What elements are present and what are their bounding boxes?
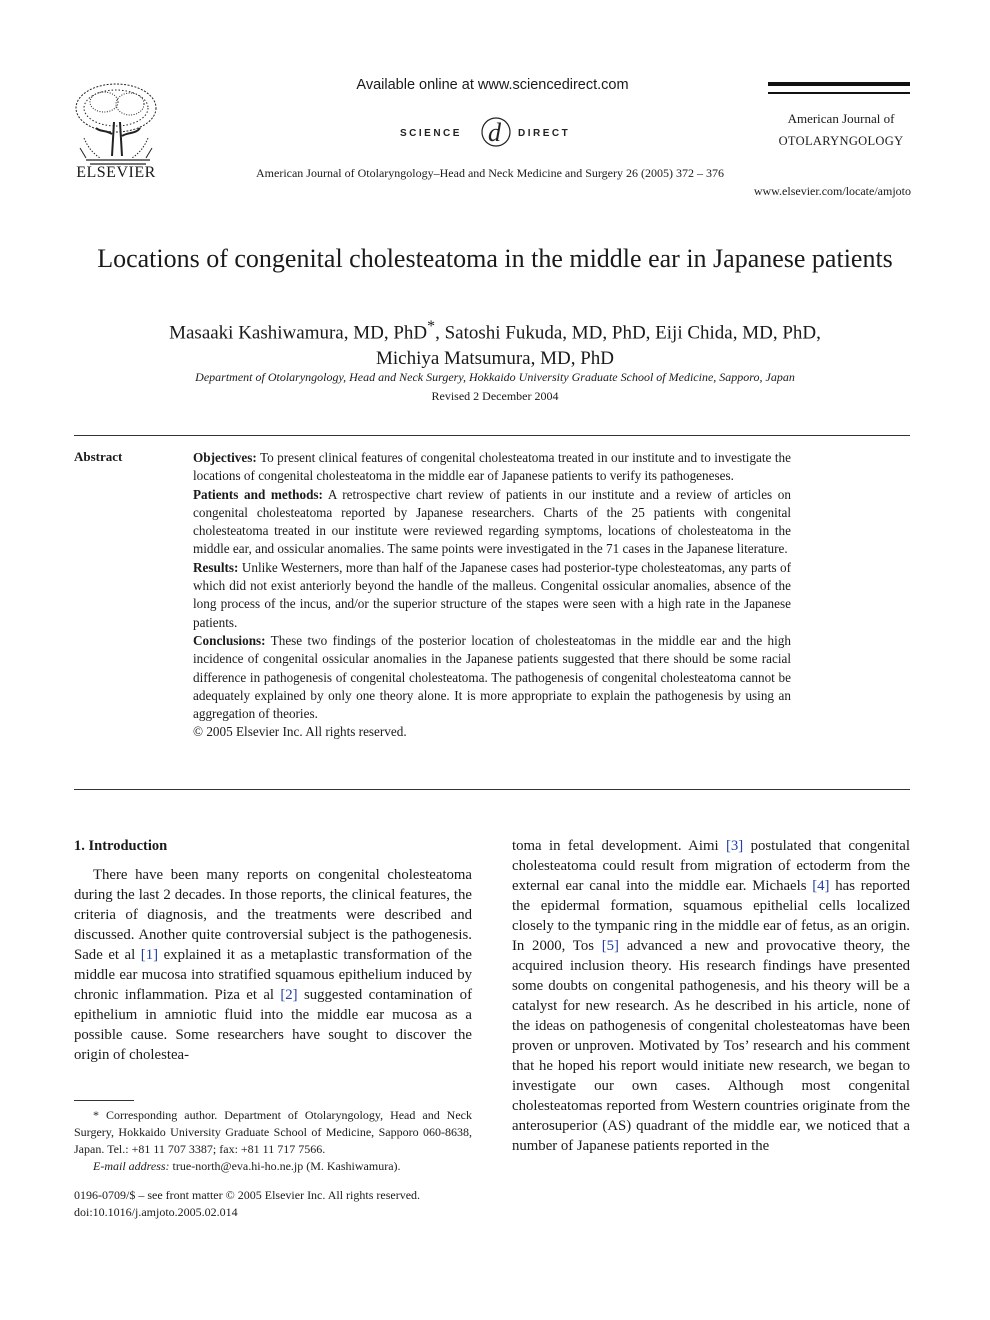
abstract-copyright: © 2005 Elsevier Inc. All rights reserved. <box>193 724 407 740</box>
abstract-body <box>193 449 791 742</box>
revised-date: Revised 2 December 2004 <box>431 389 559 403</box>
journal-rule-thick <box>768 82 910 86</box>
journal-citation: American Journal of Otolaryngology–Head and Neck Medicine and Surgery 26 (2005) 372 – 376 <box>256 166 724 180</box>
author-line1-rest: , Satoshi Fukuda, MD, PhD, Eiji Chida, MD, PhD, <box>435 322 821 344</box>
email-note: E-mail address: true-north@eva.hi-ho.ne.jp (M. Kashiwamura). <box>93 1159 401 1173</box>
article-title: Locations of congenital cholesteatoma in the middle ear in Japanese patients <box>97 244 893 273</box>
corresponding-author-note: * Corresponding author. Department of Otolaryngology, Head and Neck Surgery, Hokkaido University Graduate School of Medicine, Sapporo 060-8638, Japan. Tel.: +81 11 707 3387; fax: +81 11 717 7566. <box>74 1108 472 1156</box>
journal-name-line2: OTOLARYNGOLOGY <box>778 134 904 148</box>
journal-name-line1: American Journal of <box>787 111 895 126</box>
abstract-results: Results: Unlike Westerners, more than half of the Japanese cases had posterior-type cholesteatomas, any parts of which did not exist anteriorly beyond the handle of the malleus. Congenital ossicular anomalies, absence of the long process of the incus, and/or the superior structure of the stapes were seen with a high rate in the Japanese patients. <box>193 559 791 630</box>
citation-link-3[interactable]: [3] <box>725 838 744 854</box>
sd-right-word: DIRECT <box>518 128 571 139</box>
intro-paragraph-1-cont: toma in fetal development. Aimi [3] postulated that congenital cholesteatoma could result from migration of ectoderm from the external ear canal into the middle ear. Michaels [4] has reported the epidermal formation, squamous epithelial cells localized closely to the tympanic ring in the middle ear of fetus, as an origin. In 2000, Tos [5] advanced a new and provocative theory, the acquired inclusion theory. His research findings have presented some doubts on congenital pathogenesis, and his theory will be a catalyst for new research. As he described in his article, none of the ideas on pathogenesis of congenital cholesteatomas have been proven or unproven. Motivated by Tos’ research and his comment that he hoped his report would initiate new research, we began to investigate our own cases. Although most congenital cholesteatomas reported from Western countries originate from the anterosuperior (AS) quadrant of the middle ear, we noticed that a number of Japanese patients reported in the <box>512 838 910 1154</box>
citation-link-4[interactable]: [4] <box>812 878 830 894</box>
author-line1: Masaaki Kashiwamura, MD, PhD <box>169 322 428 344</box>
abstract-objectives: Objectives: To present clinical features of congenital cholesteatoma treated in our institute and to investigate the locations of congenital cholesteatoma in the middle ear of Japanese patients to verify its pathogeneses. <box>193 450 791 484</box>
citation-link-5[interactable]: [5] <box>601 938 619 954</box>
section-heading-introduction: 1. Introduction <box>74 838 168 854</box>
issn-line: 0196-0709/$ – see front matter © 2005 Elsevier Inc. All rights reserved. <box>74 1188 421 1202</box>
email-address[interactable]: true-north@eva.hi-ho.ne.jp (M. Kashiwamura). <box>169 1159 401 1173</box>
abstract-conclusions: Conclusions: These two findings of the posterior location of cholesteatomas in the middle ear and the high incidence of congenital ossicular anomalies in the Japanese patients suggested that there should be some racial difference in pathogenesis of congenital cholesteatoma. The pathogenesis of congenital cholesteatoma cannot be adequately explained by only one theory alone. It is more appropriate to explain the pathogenesis by using an aggregation of theories. <box>193 632 791 722</box>
doi-line[interactable]: doi:10.1016/j.amjoto.2005.02.014 <box>74 1205 238 1219</box>
footnote-rule <box>74 1100 134 1101</box>
abstract-methods: Patients and methods: A retrospective chart review of patients in our institute and a review of articles on congenital cholesteatoma reported by Japanese researchers. Charts of the 25 patients with congenital cholesteatoma treated in our institute were reviewed regarding symptoms, locations of cholesteatoma in the middle ear, and ossicular anomalies. The same points were investigated in the 71 cases in the Japanese literature. <box>193 486 791 557</box>
sciencedirect-logo <box>400 114 590 154</box>
citation-link-1[interactable]: [1] <box>140 947 159 963</box>
left-column <box>74 836 472 1065</box>
right-column <box>512 836 910 1156</box>
journal-url-link[interactable]: www.elsevier.com/locate/amjoto <box>753 184 911 198</box>
affiliation: Department of Otolaryngology, Head and Neck Surgery, Hokkaido University Graduate School of Medicine, Sapporo, Japan <box>195 370 795 384</box>
abstract-top-rule <box>74 435 910 436</box>
corresponding-author-mark[interactable]: * <box>427 318 436 335</box>
intro-paragraph-1: There have been many reports on congenital cholesteatoma during the last 2 decades. In those reports, the clinical features, the criteria of diagnosis, and the treatments were described and discussed. Another quite controversial subject is the pathogenesis. Sade et al [1] explained it as a metaplastic transformation of the middle ear mucosa into stratified squamous epithelium induced by chronic inflammation. Piza et al [2] suggested contamination of epithelium in amniotic fluid into the middle ear mucosa as a possible cause. Some researchers have sought to discover the origin of cholestea- <box>74 867 473 1063</box>
journal-rule-thin <box>768 92 910 94</box>
footnote <box>74 1107 472 1175</box>
citation-link-2[interactable]: [2] <box>280 987 298 1003</box>
publisher-name: ELSEVIER <box>76 164 156 181</box>
front-matter <box>74 1187 494 1221</box>
svg-text:d: d <box>488 118 501 147</box>
author-list <box>90 314 900 372</box>
abstract-bottom-rule <box>74 789 910 790</box>
available-online-text: Available online at www.sciencedirect.com <box>356 77 629 93</box>
sd-left-word: SCIENCE <box>400 128 462 139</box>
abstract-heading: Abstract <box>74 449 123 464</box>
author-line2: Michiya Matsumura, MD, PhD <box>375 348 614 370</box>
